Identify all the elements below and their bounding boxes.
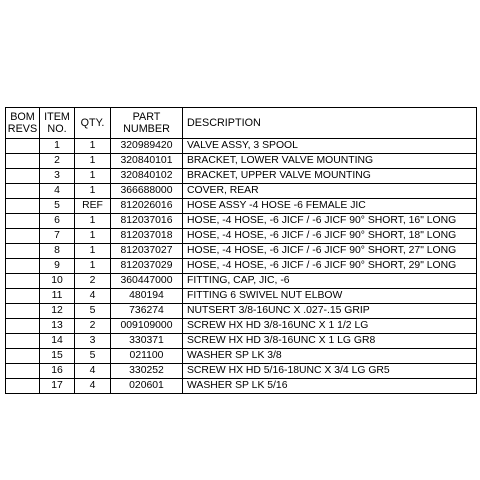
table-row bbox=[6, 319, 477, 334]
cell-qty: 2 bbox=[75, 274, 111, 289]
cell-part-number: 812037027 bbox=[111, 244, 183, 259]
cell-bom-revs bbox=[6, 304, 40, 319]
header-part-number: PART NUMBER bbox=[111, 108, 183, 139]
cell-item-no: 12 bbox=[40, 304, 75, 319]
cell-bom-revs bbox=[6, 244, 40, 259]
cell-description: HOSE, -4 HOSE, -6 JICF / -6 JICF 90° SHORT, 18" LONG bbox=[183, 229, 477, 244]
cell-item-no: 9 bbox=[40, 259, 75, 274]
header-qty: QTY. bbox=[75, 108, 111, 139]
cell-bom-revs bbox=[6, 274, 40, 289]
cell-qty: REF bbox=[75, 199, 111, 214]
cell-qty: 3 bbox=[75, 334, 111, 349]
cell-item-no: 10 bbox=[40, 274, 75, 289]
cell-description: COVER, REAR bbox=[183, 184, 477, 199]
cell-bom-revs bbox=[6, 379, 40, 394]
cell-item-no: 11 bbox=[40, 289, 75, 304]
cell-qty: 1 bbox=[75, 244, 111, 259]
cell-description: FITTING, CAP, JIC, -6 bbox=[183, 274, 477, 289]
cell-description: WASHER SP LK 5/16 bbox=[183, 379, 477, 394]
cell-qty: 1 bbox=[75, 169, 111, 184]
cell-item-no: 13 bbox=[40, 319, 75, 334]
header-row bbox=[6, 108, 477, 139]
header-item-no: ITEM NO. bbox=[40, 108, 75, 139]
cell-qty: 5 bbox=[75, 304, 111, 319]
table-row bbox=[6, 349, 477, 364]
cell-bom-revs bbox=[6, 184, 40, 199]
table-row bbox=[6, 169, 477, 184]
cell-item-no: 15 bbox=[40, 349, 75, 364]
cell-bom-revs bbox=[6, 319, 40, 334]
table-row bbox=[6, 259, 477, 274]
cell-item-no: 5 bbox=[40, 199, 75, 214]
header-description: DESCRIPTION bbox=[183, 108, 477, 139]
table-row bbox=[6, 154, 477, 169]
cell-part-number: 360447000 bbox=[111, 274, 183, 289]
bom-body bbox=[6, 139, 477, 394]
cell-item-no: 16 bbox=[40, 364, 75, 379]
cell-part-number: 320840101 bbox=[111, 154, 183, 169]
cell-item-no: 8 bbox=[40, 244, 75, 259]
bom-header bbox=[6, 108, 477, 139]
cell-qty: 1 bbox=[75, 259, 111, 274]
cell-part-number: 320989420 bbox=[111, 139, 183, 154]
cell-bom-revs bbox=[6, 364, 40, 379]
cell-description: BRACKET, UPPER VALVE MOUNTING bbox=[183, 169, 477, 184]
table-row bbox=[6, 274, 477, 289]
cell-bom-revs bbox=[6, 289, 40, 304]
cell-item-no: 2 bbox=[40, 154, 75, 169]
cell-qty: 1 bbox=[75, 214, 111, 229]
header-bom-revs: BOM REVS bbox=[6, 108, 40, 139]
cell-part-number: 812037018 bbox=[111, 229, 183, 244]
cell-part-number: 320840102 bbox=[111, 169, 183, 184]
cell-item-no: 14 bbox=[40, 334, 75, 349]
table-row bbox=[6, 214, 477, 229]
cell-qty: 4 bbox=[75, 379, 111, 394]
cell-part-number: 366688000 bbox=[111, 184, 183, 199]
table-row bbox=[6, 184, 477, 199]
cell-bom-revs bbox=[6, 349, 40, 364]
cell-description: HOSE ASSY -4 HOSE -6 FEMALE JIC bbox=[183, 199, 477, 214]
cell-item-no: 6 bbox=[40, 214, 75, 229]
bom-table bbox=[5, 107, 477, 394]
table-row bbox=[6, 244, 477, 259]
table-row bbox=[6, 304, 477, 319]
cell-description: HOSE, -4 HOSE, -6 JICF / -6 JICF 90° SHORT, 16" LONG bbox=[183, 214, 477, 229]
cell-qty: 1 bbox=[75, 154, 111, 169]
table-row bbox=[6, 229, 477, 244]
cell-description: SCREW HX HD 3/8-16UNC X 1 1/2 LG bbox=[183, 319, 477, 334]
cell-description: BRACKET, LOWER VALVE MOUNTING bbox=[183, 154, 477, 169]
cell-qty: 5 bbox=[75, 349, 111, 364]
cell-bom-revs bbox=[6, 259, 40, 274]
cell-bom-revs bbox=[6, 139, 40, 154]
table-row bbox=[6, 199, 477, 214]
table-row bbox=[6, 334, 477, 349]
table-row bbox=[6, 139, 477, 154]
cell-description: VALVE ASSY, 3 SPOOL bbox=[183, 139, 477, 154]
cell-description: HOSE, -4 HOSE, -6 JICF / -6 JICF 90° SHORT, 29" LONG bbox=[183, 259, 477, 274]
cell-bom-revs bbox=[6, 154, 40, 169]
cell-item-no: 1 bbox=[40, 139, 75, 154]
cell-item-no: 4 bbox=[40, 184, 75, 199]
cell-description: HOSE, -4 HOSE, -6 JICF / -6 JICF 90° SHORT, 27" LONG bbox=[183, 244, 477, 259]
cell-part-number: 009109000 bbox=[111, 319, 183, 334]
cell-item-no: 17 bbox=[40, 379, 75, 394]
cell-part-number: 480194 bbox=[111, 289, 183, 304]
table-row bbox=[6, 364, 477, 379]
cell-part-number: 330252 bbox=[111, 364, 183, 379]
cell-item-no: 3 bbox=[40, 169, 75, 184]
cell-description: SCREW HX HD 3/8-16UNC X 1 LG GR8 bbox=[183, 334, 477, 349]
cell-part-number: 812026016 bbox=[111, 199, 183, 214]
cell-qty: 4 bbox=[75, 289, 111, 304]
table-row bbox=[6, 289, 477, 304]
cell-bom-revs bbox=[6, 229, 40, 244]
cell-part-number: 812037029 bbox=[111, 259, 183, 274]
cell-part-number: 812037016 bbox=[111, 214, 183, 229]
cell-bom-revs bbox=[6, 199, 40, 214]
table-row bbox=[6, 379, 477, 394]
cell-part-number: 020601 bbox=[111, 379, 183, 394]
cell-bom-revs bbox=[6, 214, 40, 229]
cell-part-number: 330371 bbox=[111, 334, 183, 349]
cell-description: NUTSERT 3/8-16UNC X .027-.15 GRIP bbox=[183, 304, 477, 319]
cell-qty: 2 bbox=[75, 319, 111, 334]
cell-description: WASHER SP LK 3/8 bbox=[183, 349, 477, 364]
cell-item-no: 7 bbox=[40, 229, 75, 244]
cell-qty: 1 bbox=[75, 184, 111, 199]
cell-part-number: 736274 bbox=[111, 304, 183, 319]
cell-part-number: 021100 bbox=[111, 349, 183, 364]
cell-bom-revs bbox=[6, 169, 40, 184]
cell-description: FITTING 6 SWIVEL NUT ELBOW bbox=[183, 289, 477, 304]
cell-qty: 1 bbox=[75, 139, 111, 154]
cell-qty: 1 bbox=[75, 229, 111, 244]
cell-qty: 4 bbox=[75, 364, 111, 379]
cell-bom-revs bbox=[6, 334, 40, 349]
cell-description: SCREW HX HD 5/16-18UNC X 3/4 LG GR5 bbox=[183, 364, 477, 379]
